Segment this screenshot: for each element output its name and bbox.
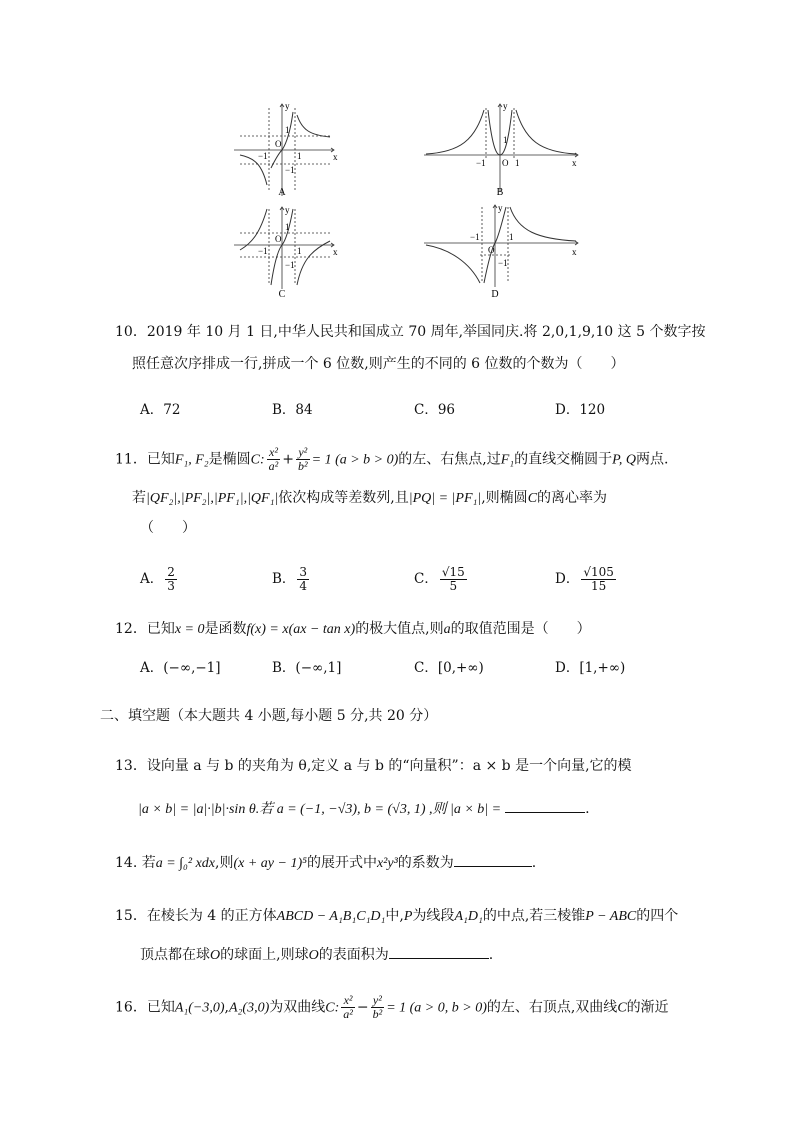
graph-b-neg1: −1 bbox=[476, 158, 486, 168]
graph-d bbox=[420, 203, 585, 300]
q14-line1: 14. 若a = ∫₀² xdx,则(x + ay − 1)⁵的展开式中x²y³的系数为 . bbox=[115, 852, 536, 874]
graph-b-1x: 1 bbox=[515, 158, 520, 168]
q11-line1: 11．已知F₁, F₂是椭圆C: $\frac{\text{x²}}{\text{a²}}$ + $\frac{\text{y²}}{\text{b²}}$ = 1 (a > b > 0)的左、右焦点,过F₁的直线交椭圆于P, Q两点. bbox=[115, 445, 669, 473]
q10-line2 bbox=[132, 354, 625, 374]
q12-line1: 12．已知x = 0是函数f(x) = x(ax − tan x)的极大值点,则a的取值范围是（ ） bbox=[115, 621, 591, 637]
q16-line1: 16．已知A₁(−3,0),A₂(3,0)为双曲线C: $\frac{\text{x²}}{\text{a²}}$ − $\frac{\text{y²}}{\text{b²}}$ = 1 (a > 0, b > 0)的左、右顶点,双曲线C的渐近 bbox=[115, 993, 669, 1021]
graph-b-o: O bbox=[502, 158, 509, 168]
q10-number: 10． bbox=[115, 324, 147, 340]
graph-c-neg1: −1 bbox=[258, 246, 268, 256]
graph-c bbox=[230, 205, 340, 300]
q12-option-d: D．[1,+∞) bbox=[555, 660, 626, 676]
q11-option-d: D． $\frac{√105}{15}$ bbox=[555, 565, 614, 593]
graph-a-1x: 1 bbox=[297, 151, 302, 161]
graph-c-o: O bbox=[275, 234, 282, 244]
q12-option-a: A．(−∞,−1] bbox=[140, 660, 221, 676]
q10-text2: 照任意次序排成一行,拼成一个 6 位数,则产生的不同的 6 位数的个数为（ ） bbox=[132, 356, 625, 372]
graph-c-x: x bbox=[333, 247, 338, 257]
q12-option-c: C．[0,+∞) bbox=[414, 660, 484, 676]
q15-blank[interactable] bbox=[389, 944, 489, 959]
graph-c-label: C bbox=[278, 289, 286, 300]
q11-paren: （ ） bbox=[140, 520, 196, 536]
graph-c-1x: 1 bbox=[297, 246, 302, 256]
graph-b-1: 1 bbox=[503, 135, 508, 145]
graph-d-x: x bbox=[572, 247, 577, 257]
q15-line1: 15．在棱长为 4 的正方体ABCD − A₁B₁C₁D₁中,P为线段A₁D₁的中点,若三棱锥P − ABC的四个 bbox=[115, 908, 679, 924]
graph-a-neg1: −1 bbox=[258, 151, 268, 161]
q15-line2: 顶点都在球O的球面上,则球O的表面积为 . bbox=[140, 944, 493, 966]
graph-a-o: O bbox=[275, 139, 282, 149]
q12-option-b: B．(−∞,1] bbox=[272, 660, 342, 676]
q10-option-c: C．96 bbox=[414, 402, 456, 418]
graph-c-1: 1 bbox=[285, 222, 290, 232]
q11-option-a: A． $\frac{2}{3}$ bbox=[140, 565, 175, 593]
q10-option-d: D．120 bbox=[555, 402, 606, 418]
q10-text1: 2019 年 10 月 1 日,中华人民共和国成立 70 周年,举国同庆.将 2,0,1,9,10 这 5 个数字按 bbox=[146, 324, 706, 340]
graph-a-label: A bbox=[278, 187, 286, 198]
graph-d-1: 1 bbox=[509, 232, 514, 242]
graph-b-y: y bbox=[503, 101, 508, 111]
graph-a-neg1y: −1 bbox=[285, 165, 295, 175]
graph-d-neg1: −1 bbox=[470, 232, 480, 242]
graph-d-label: D bbox=[491, 289, 499, 300]
graph-c-y: y bbox=[285, 205, 290, 215]
q10-option-a: A．72 bbox=[140, 402, 181, 418]
section2-title: 二、填空题（本大题共 4 小题,每小题 5 分,共 20 分） bbox=[100, 708, 438, 724]
q11-option-c: C． $\frac{√15}{5}$ bbox=[414, 565, 465, 593]
graph-b-label: B bbox=[496, 187, 504, 198]
graph-b bbox=[420, 100, 585, 200]
q13-line2: |a × b| = |a|·|b|·sin θ.若 a = (−1, −√3), b = (√3, 1) ,则 |a × b| = . bbox=[138, 798, 590, 820]
graph-d-y: y bbox=[498, 203, 503, 213]
graph-a-y: y bbox=[285, 101, 290, 111]
q13-blank[interactable] bbox=[505, 798, 585, 813]
q14-blank[interactable] bbox=[454, 852, 532, 867]
q10-option-b: B．84 bbox=[272, 402, 313, 418]
q11-option-b: B． $\frac{3}{4}$ bbox=[272, 565, 308, 593]
graph-d-neg1y: −1 bbox=[498, 258, 508, 268]
graph-a bbox=[230, 100, 340, 200]
q10-line1 bbox=[115, 322, 705, 342]
graph-d-o: O bbox=[488, 245, 495, 255]
graph-a-x: x bbox=[333, 152, 338, 162]
graph-b-x: x bbox=[572, 158, 577, 168]
graph-c-neg1y: −1 bbox=[285, 260, 295, 270]
graph-a-1: 1 bbox=[285, 125, 290, 135]
q11-line2: 若|QF₂|,|PF₂|,|PF₁|,|QF₁|依次构成等差数列,且|PQ| = |PF₁|,则椭圆C的离心率为 bbox=[132, 490, 608, 506]
q13-line1: 13．设向量 a 与 b 的夹角为 θ,定义 a 与 b 的“向量积”：a × b 是一个向量,它的模 bbox=[115, 758, 632, 774]
